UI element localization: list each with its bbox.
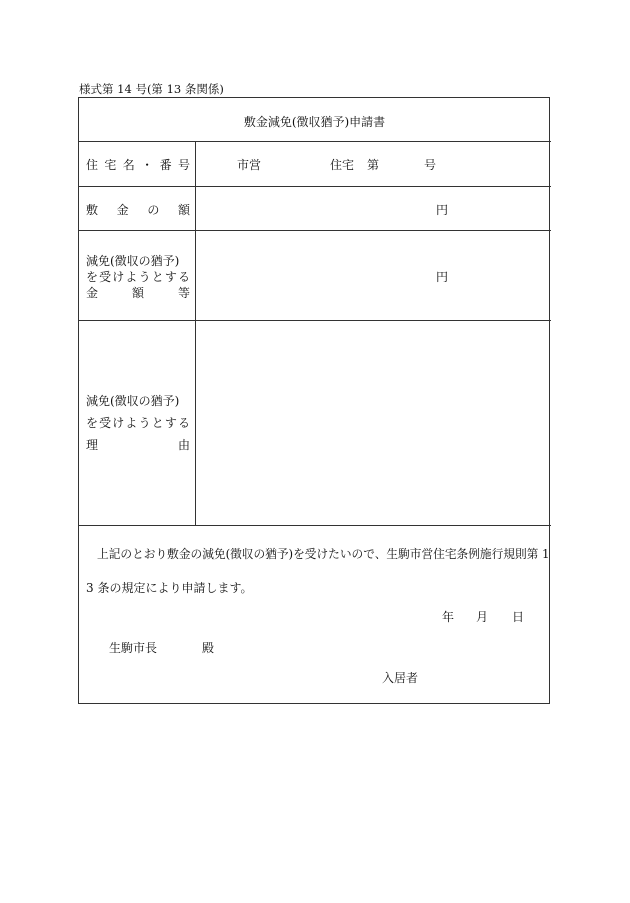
label-reason-line1: 減免(徴収の猶予)	[86, 394, 180, 408]
label-column-divider	[195, 141, 196, 525]
statement-line2: 3 条の規定により申請します。	[86, 581, 253, 595]
divider-title	[78, 141, 551, 142]
amount-yen-unit: 円	[436, 270, 449, 284]
statement-line1: 上記のとおり敷金の減免(徴収の猶予)を受けたいので、生駒市営住宅条例施行規則第 1	[97, 547, 550, 561]
field-number-prefix: 第	[367, 158, 380, 172]
addressee: 生駒市長	[109, 641, 158, 655]
date-month-label: 月	[476, 610, 489, 624]
divider-deposit	[78, 230, 551, 231]
field-number-suffix: 号	[424, 158, 437, 172]
field-city-run: 市営	[237, 158, 262, 172]
divider-amount	[78, 320, 551, 321]
label-reason-line2: を 受 け よ う と す る	[86, 416, 190, 430]
label-amount-line2: を 受 け よ う と す る	[86, 270, 190, 284]
label-amount-line1: 減免(徴収の猶予)	[86, 254, 180, 268]
date-day-label: 日	[512, 610, 525, 624]
honorific: 殿	[202, 641, 215, 655]
deposit-yen-unit: 円	[436, 203, 449, 217]
divider-housing	[78, 186, 551, 187]
date-year-label: 年	[442, 610, 455, 624]
label-deposit-amount: 敷 金 の 額	[86, 203, 190, 217]
form-title: 敷金減免(徴収猶予)申請書	[243, 115, 386, 129]
field-housing: 住宅	[330, 158, 355, 172]
label-housing-name-number: 住 宅 名 ・ 番 号	[86, 158, 190, 172]
label-reason-line3: 理 由	[86, 438, 190, 452]
applicant-label: 入居者	[382, 671, 419, 685]
form-number: 様式第 14 号(第 13 条関係)	[79, 82, 224, 96]
divider-reason	[78, 525, 551, 526]
label-amount-line3: 金 額 等	[86, 286, 190, 300]
